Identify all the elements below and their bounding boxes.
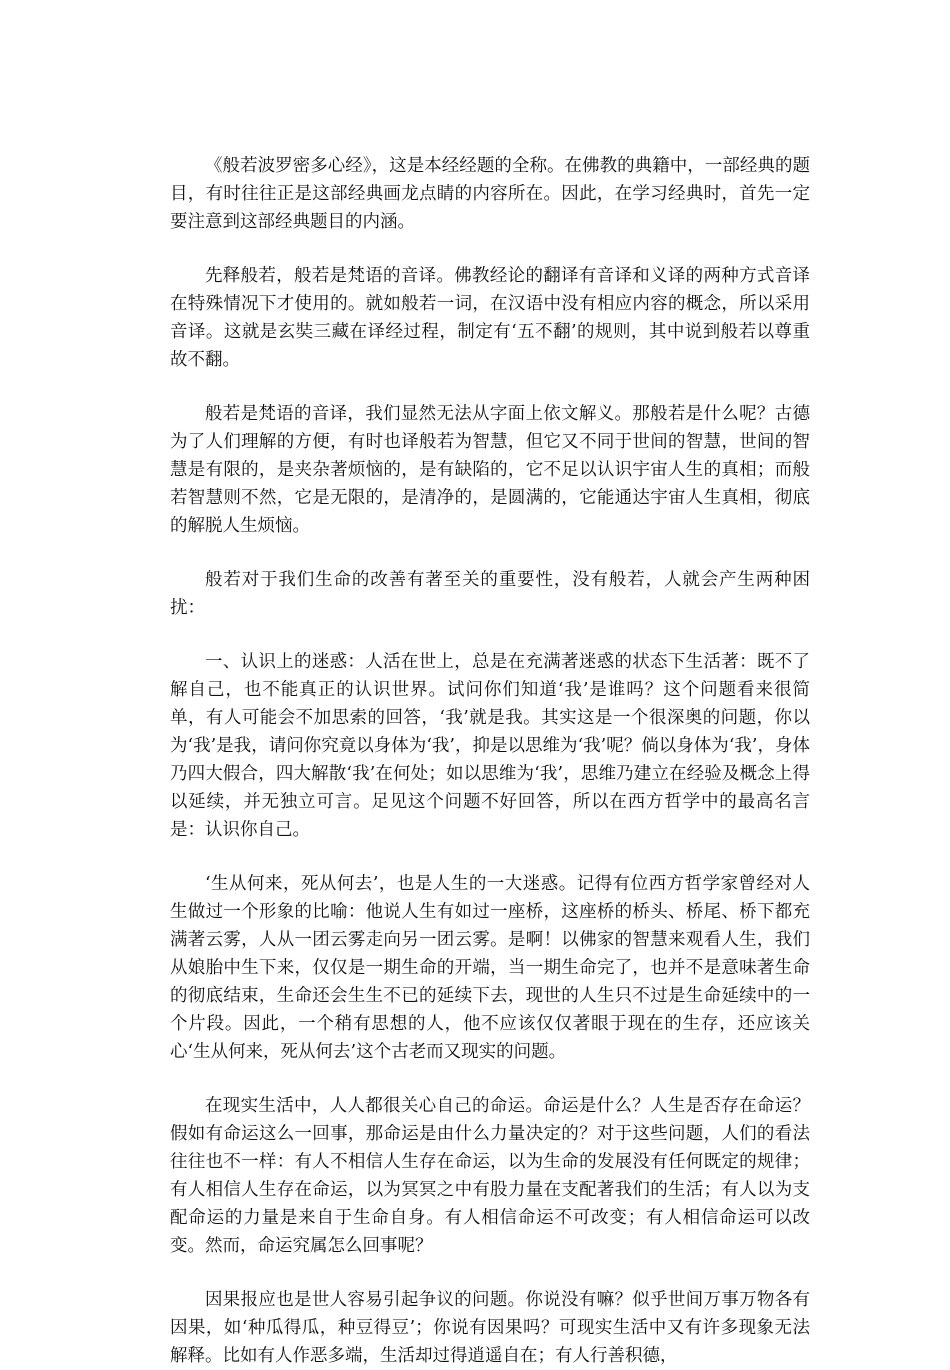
- paragraph-life-and-death: ‘生从何来，死从何去’，也是人生的一大迷惑。记得有位西方哲学家曾经对人生做过一个形象的比喻：他说人生有如过一座桥，这座桥的桥头、桥尾、桥下都充满著云雾，人从一团云雾走向另一团云雾。是啊！以佛家的智慧来观看人生，我们从娘胎中生下来，仅仅是一期生命的开端，当一期生命完了，也并不是意味著生命的彻底结束，生命还会生生不已的延续下去，现世的人生只不过是生命延续中的一个片段。因此，一个稍有思想的人，他不应该仅仅著眼于现在的生存，还应该关心‘生从何来，死从何去’这个古老而又现实的问题。: [170, 874, 810, 1062]
- paragraph-karma: 因果报应也是世人容易引起争议的问题。你说没有嘛？似乎世间万事万物各有因果，如‘种瓜得瓜，种豆得豆’；你说有因果吗？可现实生活中又有许多现象无法解释。比如有人作恶多端，生活却过得逍遥自在；有人行善积德，: [170, 1290, 810, 1366]
- paragraph-prajna-transliteration: 先释般若，般若是梵语的音译。佛教经论的翻译有音译和义译的两种方式音译在特殊情况下才使用的。就如般若一词，在汉语中没有相应内容的概念，所以采用音译。这就是玄奘三藏在译经过程，制定有‘五不翻’的规则，其中说到般若以尊重故不翻。: [170, 266, 810, 370]
- paragraph-destiny: 在现实生活中，人人都很关心自己的命运。命运是什么？人生是否存在命运？假如有命运这么一回事，那命运是由什么力量决定的？对于这些问题，人们的看法往往也不一样：有人不相信人生存在命运，以为生命的发展没有任何既定的规律；有人相信人生存在命运，以为冥冥之中有股力量在支配著我们的生活；有人以为支配命运的力量是来自于生命自身。有人相信命运不可改变；有人相信命运可以改变。然而，命运究属怎么回事呢？: [170, 1096, 810, 1256]
- paragraph-cognitive-confusion: 一、认识上的迷惑：人活在世上，总是在充满著迷惑的状态下生活著：既不了解自己，也不能真正的认识世界。试问你们知道‘我’是谁吗？这个问题看来很简单，有人可能会不加思索的回答，‘我’就是我。其实这是一个很深奥的问题，你以为‘我’是我，请问你究竟以身体为‘我’，抑是以思维为‘我’呢？倘以身体为‘我’，身体乃四大假合，四大解散‘我’在何处；如以思维为‘我’，思维乃建立在经验及概念上得以延续，并无独立可言。足见这个问题不好回答，所以在西方哲学中的最高名言是：认识你自己。: [170, 652, 810, 840]
- paragraph-sutra-title: 《般若波罗密多心经》，这是本经经题的全称。在佛教的典籍中，一部经典的题目，有时往往正是这部经典画龙点睛的内容所在。因此，在学习经典时，首先一定要注意到这部经典题目的内涵。: [170, 156, 810, 232]
- paragraph-two-troubles: 般若对于我们生命的改善有著至关的重要性，没有般若，人就会产生两种困扰：: [170, 570, 810, 618]
- paragraph-prajna-wisdom: 般若是梵语的音译，我们显然无法从字面上依文解义。那般若是什么呢？古德为了人们理解的方便，有时也译般若为智慧，但它又不同于世间的智慧，世间的智慧是有限的，是夹杂著烦恼的，是有缺陷的，它不足以认识宇宙人生的真相；而般若智慧则不然，它是无限的，是清净的，是圆满的，它能通达宇宙人生真相，彻底的解脱人生烦恼。: [170, 404, 810, 536]
- document-page: [170, 152, 810, 1370]
